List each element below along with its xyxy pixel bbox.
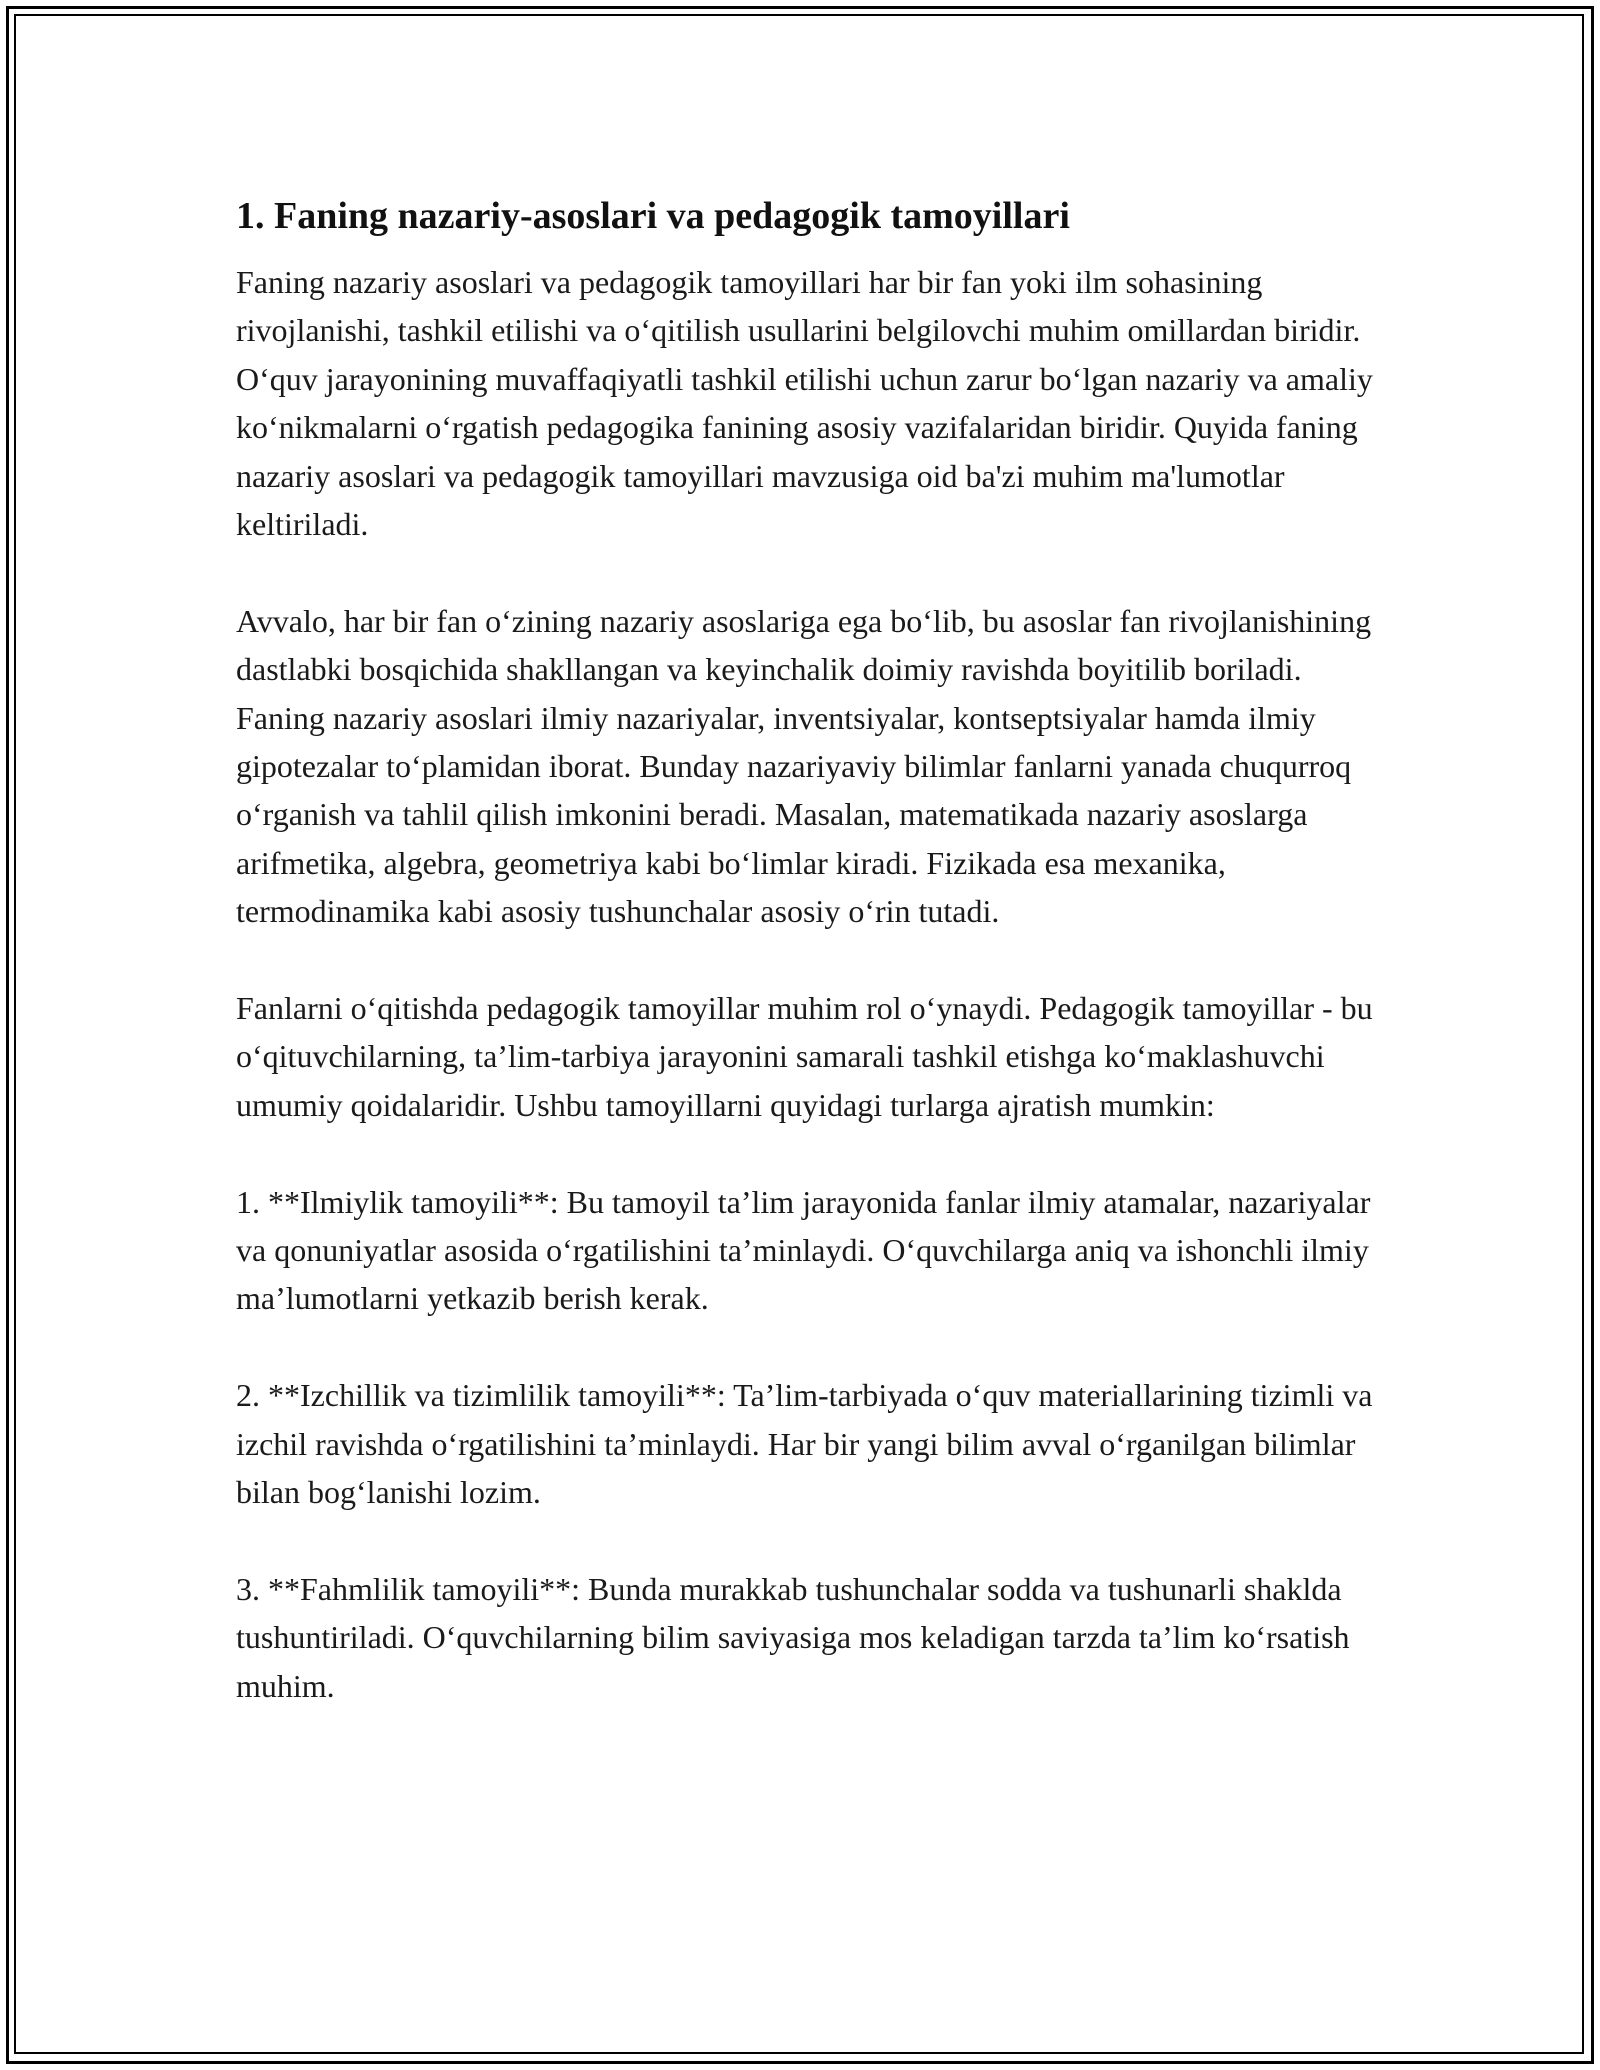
document-title: 1. Faning nazariy-asoslari va pedagogik tamoyillari xyxy=(236,195,1070,237)
list-item-scientific: 1. **Ilmiylik tamoyili**: Bu tamoyil ta’lim jarayonida fanlar ilmiy atamalar, nazariyalar va qonuniyatlar asosida o‘rgatilishini ta’minlaydi. O‘quvchilarga aniq va ishonchli ilmiy ma’lumotlarni yetkazib berish kerak. xyxy=(236,1183,1371,1317)
paragraph-intro: Faning nazariy asoslari va pedagogik tamoyillari har bir fan yoki ilm sohasining rivojlanishi, tashkil etilishi va o‘qitilish usullarini belgilovchi muhim omillardan biridir. O‘quv jarayonining muvaffaqiyatli tashkil etilishi uchun zarur bo‘lgan nazariy va amaliy ko‘nikmalarni o‘rgatish pedagogika fanining asosiy vazifalaridan biridir. Quyida faning nazariy asoslari va pedagogik tamoyillari mavzusiga oid ba'zi muhim ma'lumotlar keltiriladi. xyxy=(236,264,1373,543)
document-body xyxy=(236,188,1380,1759)
list-item-comprehensibility: 3. **Fahmlilik tamoyili**: Bunda murakkab tushunchalar sodda va tushunarli shaklda tushuntiriladi. O‘quvchilarning bilim saviyasiga mos keladigan tarzda ta’lim ko‘rsatish muhim. xyxy=(236,1570,1350,1704)
paragraph-principles: Fanlarni o‘qitishda pedagogik tamoyillar muhim rol o‘ynaydi. Pedagogik tamoyillar - bu o‘qituvchilarning, ta’lim-tarbiya jarayonini samarali tashkil etishga ko‘maklashuvchi umumiy qoidalaridir. Ushbu tamoyillarni quyidagi turlarga ajratish mumkin: xyxy=(236,990,1373,1123)
list-item-consistency: 2. **Izchillik va tizimlilik tamoyili**: Ta’lim-tarbiyada o‘quv materiallarining tizimli va izchil ravishda o‘rgatilishini ta’minlaydi. Har bir yangi bilim avval o‘rganilgan bilimlar bilan bog‘lanishi lozim. xyxy=(236,1377,1373,1511)
paragraph-theory: Avvalo, har bir fan o‘zining nazariy asoslariga ega bo‘lib, bu asoslar fan rivojlanishining dastlabki bosqichida shakllangan va keyinchalik doimiy ravishda boyitilib boriladi. Faning nazariy asoslari ilmiy nazariyalar, inventsiyalar, kontseptsiyalar hamda ilmiy gipotezalar to‘plamidan iborat. Bunday nazariyaviy bilimlar fanlarni yanada chuqurroq o‘rganish va tahlil qilish imkonini beradi. Masalan, matematikada nazariy asoslarga arifmetika, algebra, geometriya kabi bo‘limlar kiradi. Fizikada esa mexanika, termodinamika kabi asosiy tushunchalar asosiy o‘rin tutadi. xyxy=(236,602,1372,930)
